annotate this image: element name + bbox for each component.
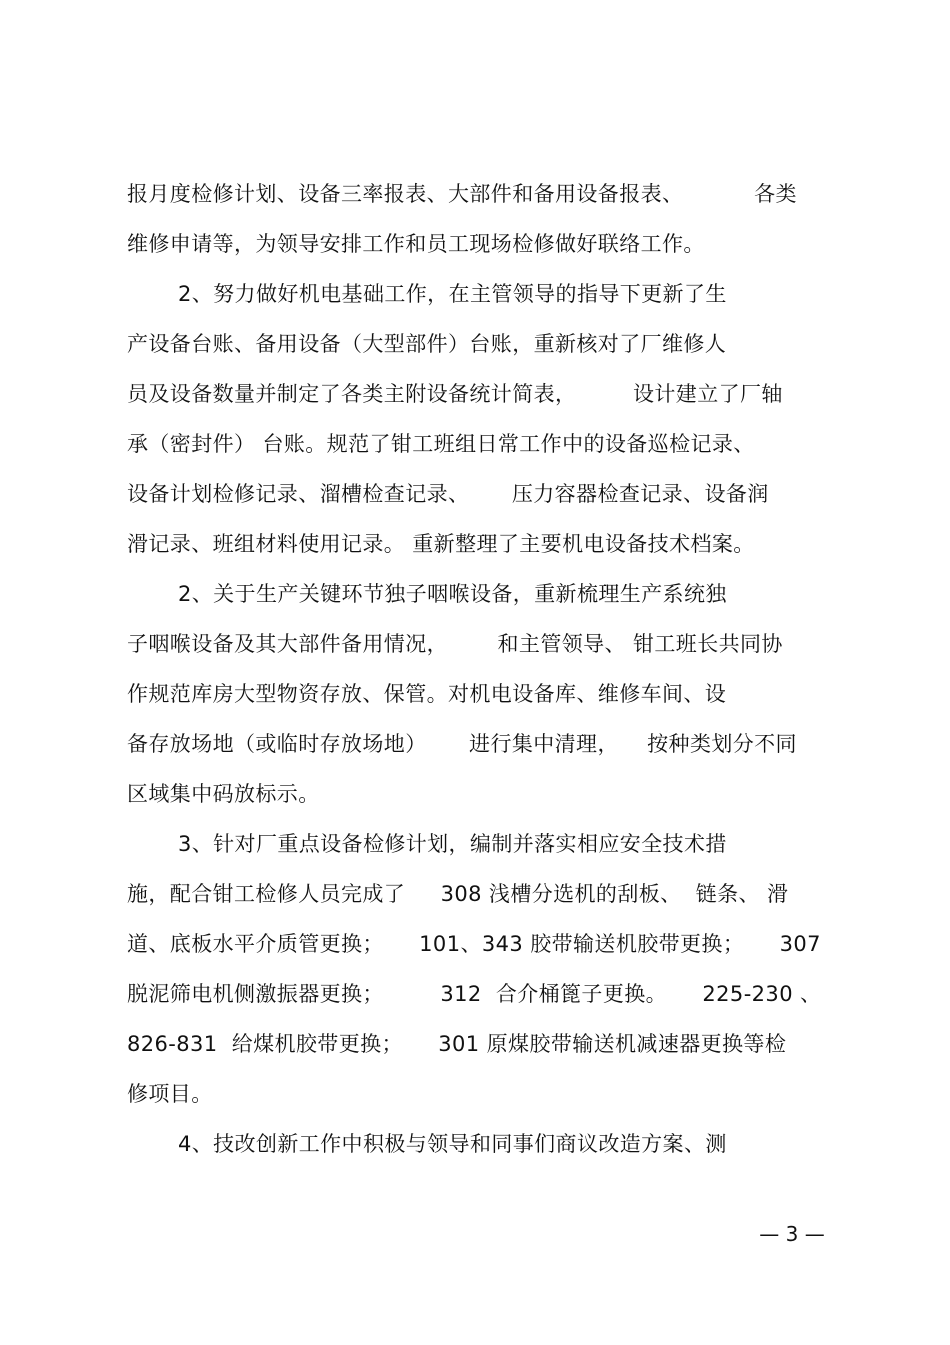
text-line: 子咽喉设备及其大部件备用情况， 和主管领导、 钳工班长共同协 xyxy=(127,632,783,656)
page-number: — 3 — xyxy=(759,1222,825,1246)
text-line: 修项目。 xyxy=(127,1082,213,1106)
text-line: 承（密封件） 台账。规范了钳工班组日常工作中的设备巡检记录、 xyxy=(127,432,755,456)
text-line: 脱泥筛电机侧激振器更换； 312 合介桶篦子更换。 225-230 、 xyxy=(127,982,822,1006)
text-line: 员及设备数量并制定了各类主附设备统计简表， 设计建立了厂轴 xyxy=(127,382,783,406)
paragraph-start-line: 2、努力做好机电基础工作，在主管领导的指导下更新了生 xyxy=(178,282,727,306)
paragraph-start-line: 3、针对厂重点设备检修计划，编制并落实相应安全技术措 xyxy=(178,832,727,856)
text-line: 施，配合钳工检修人员完成了 308 浅槽分选机的刮板、 链条、 滑 xyxy=(127,882,789,906)
text-line: 维修申请等，为领导安排工作和员工现场检修做好联络工作。 xyxy=(127,232,705,256)
text-line: 滑记录、班组材料使用记录。 重新整理了主要机电设备技术档案。 xyxy=(127,532,755,556)
paragraph-start-line: 4、技改创新工作中积极与领导和同事们商议改造方案、测 xyxy=(178,1132,727,1156)
paragraph-start-line: 2、关于生产关键环节独子咽喉设备，重新梳理生产系统独 xyxy=(178,582,727,606)
text-line: 设备计划检修记录、溜槽检查记录、 压力容器检查记录、设备润 xyxy=(127,482,769,506)
text-line: 道、底板水平介质管更换； 101、343 胶带输送机胶带更换； 307 xyxy=(127,932,821,956)
text-line: 产设备台账、备用设备（大型部件）台账，重新核对了厂维修人 xyxy=(127,332,727,356)
text-line: 作规范库房大型物资存放、保管。对机电设备库、维修车间、设 xyxy=(127,682,727,706)
text-line: 备存放场地（或临时存放场地） 进行集中清理， 按种类划分不同 xyxy=(127,732,797,756)
text-line: 报月度检修计划、设备三率报表、大部件和备用设备报表、 各类 xyxy=(127,182,797,206)
text-line: 区域集中码放标示。 xyxy=(127,782,320,806)
text-line: 826-831 给煤机胶带更换； 301 原煤胶带输送机减速器更换等检 xyxy=(127,1032,787,1056)
